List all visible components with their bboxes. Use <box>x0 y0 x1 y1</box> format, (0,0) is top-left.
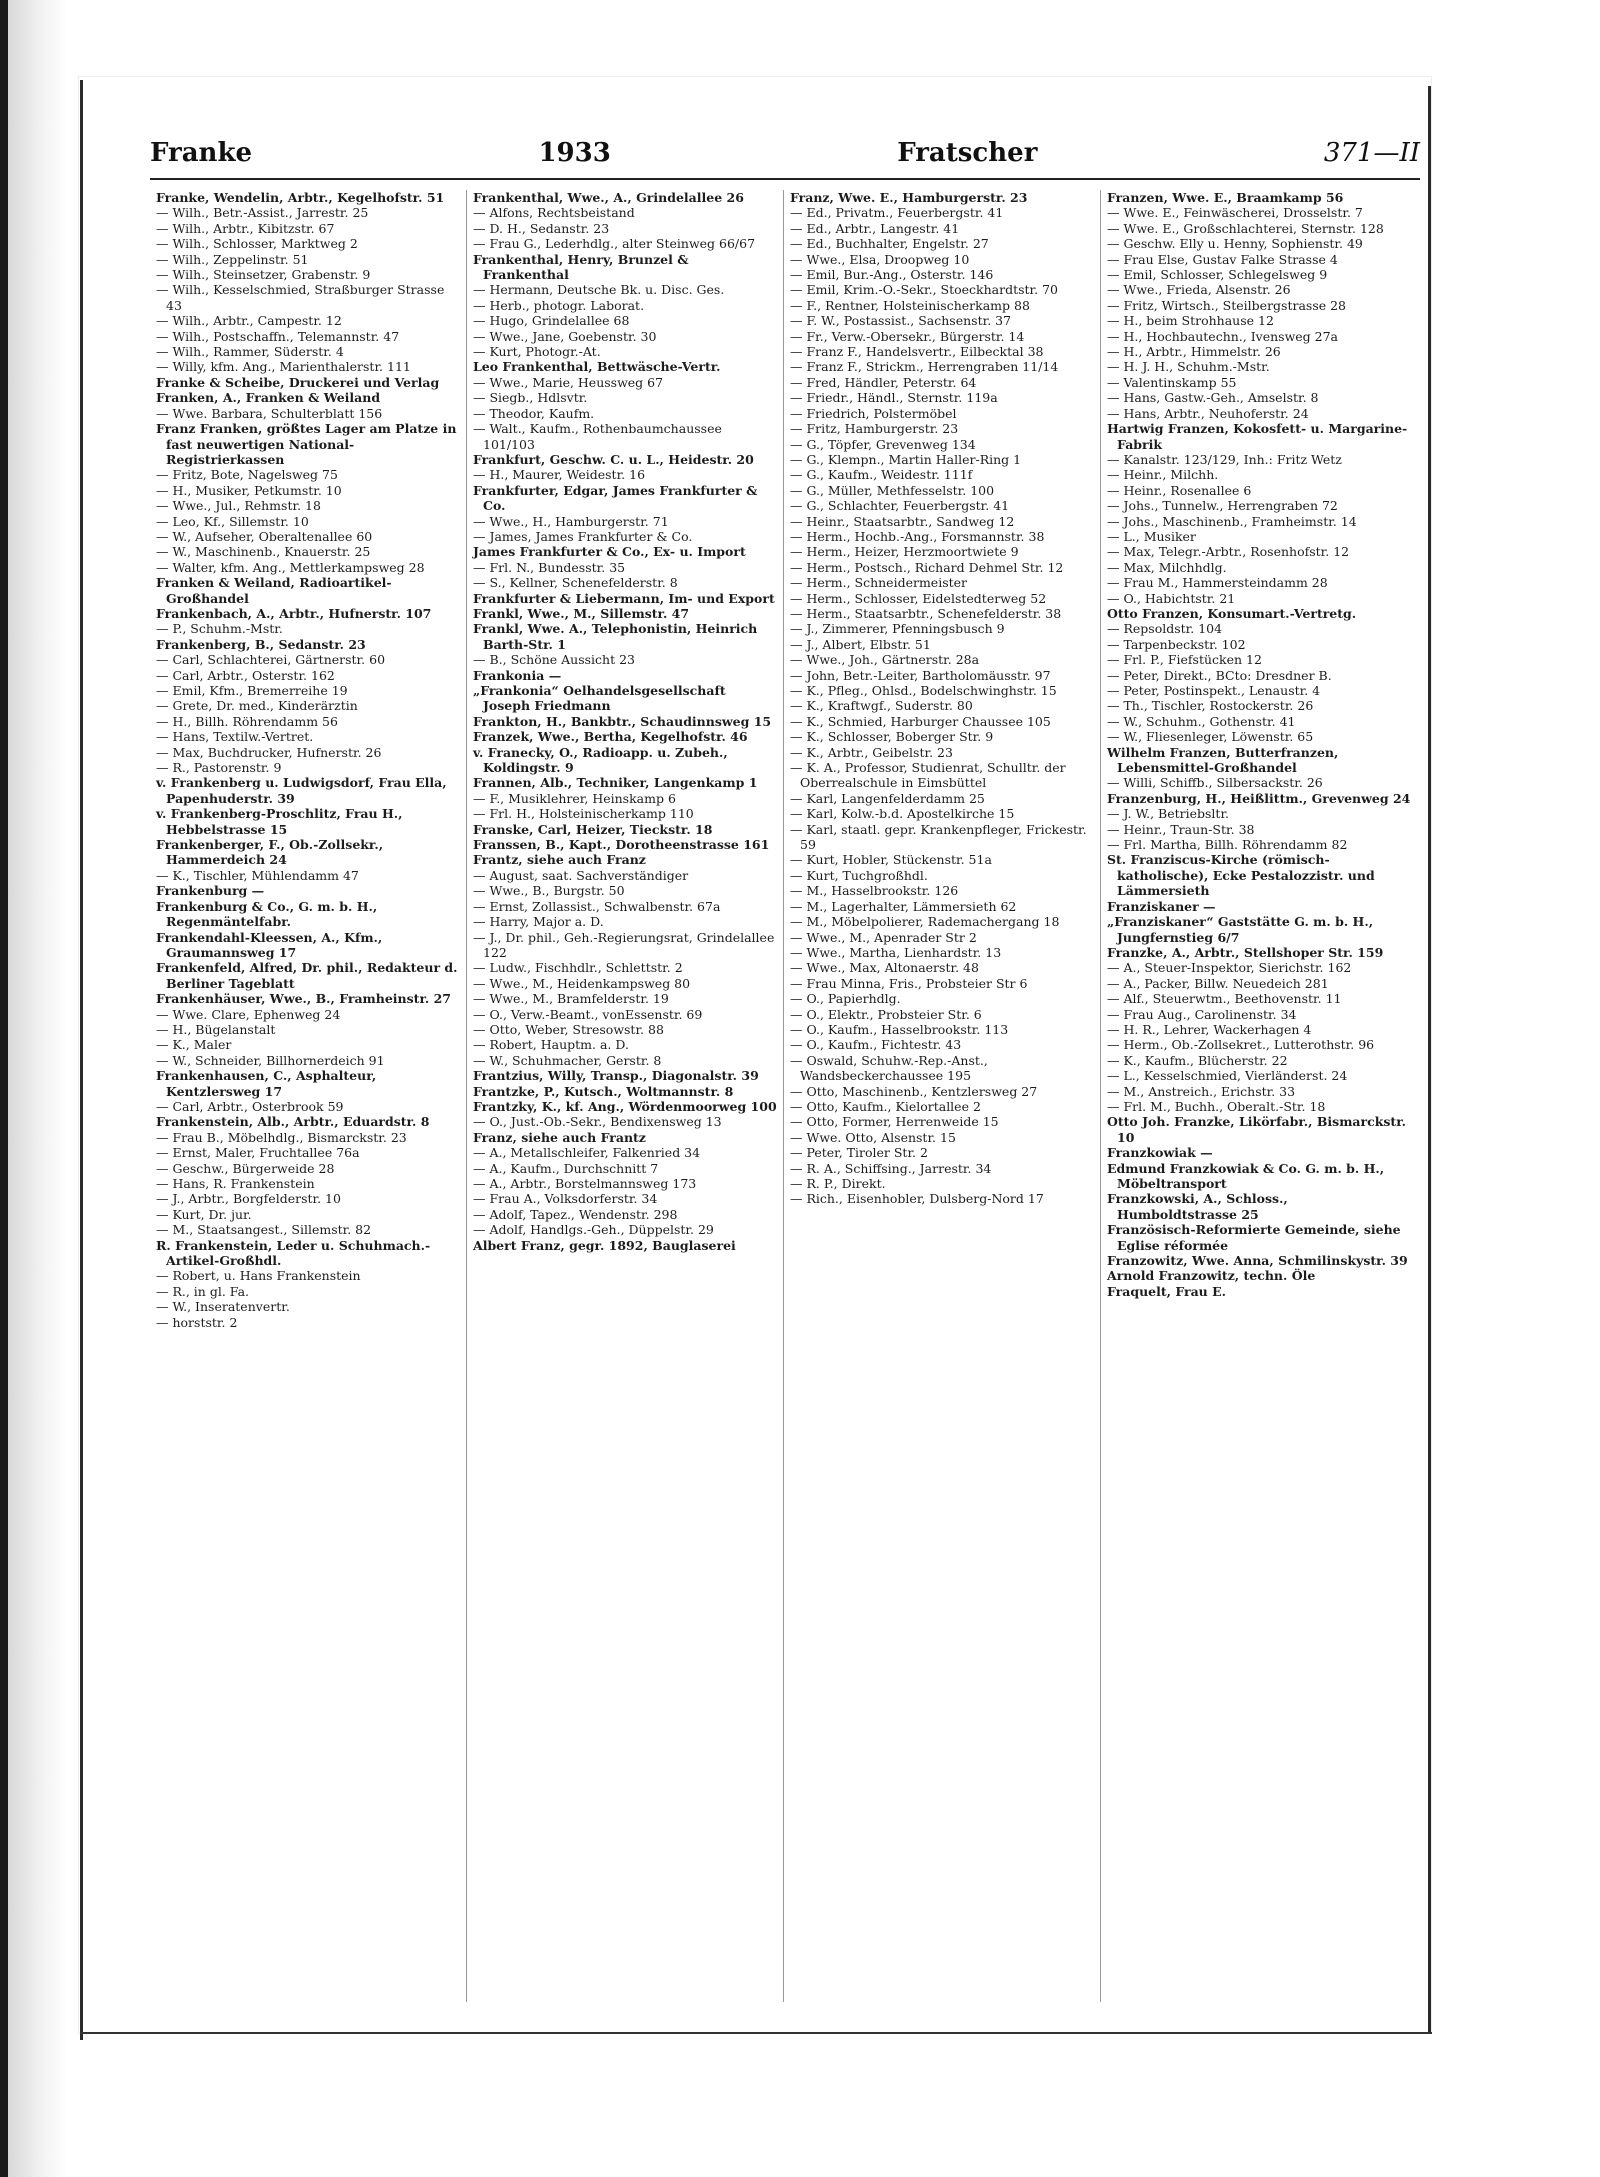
directory-entry: — Robert, Hauptm. a. D. <box>473 1037 629 1053</box>
directory-entry: — G., Müller, Methfesselstr. 100 <box>790 482 995 498</box>
directory-entry: — Peter, Tiroler Str. 2 <box>790 1145 928 1161</box>
directory-entry: — Carl, Arbtr., Osterstr. 162 <box>156 667 335 683</box>
directory-entry: — L., Musiker <box>1107 528 1196 544</box>
directory-entry: — J., Zimmerer, Pfenningsbusch 9 <box>790 621 1005 637</box>
scan-margin-shadow <box>8 0 68 2177</box>
directory-entry: — G., Schlachter, Feuerbergstr. 41 <box>790 498 1010 514</box>
directory-entry: — B., Schöne Aussicht 23 <box>473 652 635 668</box>
directory-entry: Franzen, Wwe. E., Braamkamp 56 <box>1107 190 1344 205</box>
directory-entry: — O., Habichtstr. 21 <box>1107 590 1236 606</box>
column-1-entries <box>156 190 460 1330</box>
directory-entry: Franzowitz, Wwe. Anna, Schmilinskystr. 39 <box>1107 1253 1408 1269</box>
directory-entry: — H., beim Strohhause 12 <box>1107 313 1274 329</box>
directory-entry: — Ed., Buchhalter, Engelstr. 27 <box>790 236 989 252</box>
directory-entry: — J. W., Betriebsltr. <box>1107 806 1230 822</box>
directory-entry: — A., Packer, Billw. Neuedeich 281 <box>1107 975 1329 991</box>
directory-entry: — O., Kaufm., Fichtestr. 43 <box>790 1037 962 1053</box>
directory-entry: — John, Betr.-Leiter, Bartholomäusstr. 97 <box>790 667 1051 683</box>
directory-entry: — H., Bügelanstalt <box>156 1021 276 1037</box>
directory-entry: — Hans, Arbtr., Neuhoferstr. 24 <box>1107 405 1309 421</box>
directory-entry: — Wilh., Kesselschmied, Straßburger Strasse 43 <box>156 282 445 313</box>
directory-entry: — K., Schlosser, Boberger Str. 9 <box>790 729 994 745</box>
directory-entry: Frankenhäuser, Wwe., B., Framheinstr. 27 <box>156 991 451 1007</box>
directory-entry: — Franz F., Strickm., Herrengraben 11/14 <box>790 359 1059 375</box>
directory-entry: — Hans, Gastw.-Geh., Amselstr. 8 <box>1107 390 1319 406</box>
directory-entry: — Leo, Kf., Sillemstr. 10 <box>156 513 309 529</box>
directory-entry: — H. R., Lehrer, Wackerhagen 4 <box>1107 1021 1312 1037</box>
directory-entry: — Emil, Bur.-Ang., Osterstr. 146 <box>790 267 994 283</box>
header-right-title: Fratscher <box>897 138 1038 168</box>
directory-entry: Frankonia — <box>473 667 562 683</box>
directory-entry: — H., Hochbautechn., Ivensweg 27a <box>1107 328 1339 344</box>
directory-entry: Franken & Weiland, Radioartikel-Großhandel <box>156 575 392 606</box>
directory-entry: — Wwe., Jane, Goebenstr. 30 <box>473 328 657 344</box>
directory-entry: — Ludw., Fischhdlr., Schlettstr. 2 <box>473 960 683 976</box>
directory-entry: — Grete, Dr. med., Kinderärztin <box>156 698 358 714</box>
directory-entry: — Peter, Direkt., BCto: Dresdner B. <box>1107 667 1332 683</box>
directory-entry: — Wwe., Jul., Rehmstr. 18 <box>156 498 321 514</box>
directory-entry: — Johs., Tunnelw., Herrengraben 72 <box>1107 498 1338 514</box>
directory-entry: — M., Möbelpolierer, Rademachergang 18 <box>790 914 1060 930</box>
directory-entry: — Wwe., Elsa, Droopweg 10 <box>790 251 970 267</box>
directory-entry: — R. P., Direkt. <box>790 1176 886 1191</box>
directory-entry: Franzkowski, A., Schloss., Humboldtstrasse 25 <box>1107 1191 1288 1222</box>
directory-entry: — Wwe., M., Heidenkampsweg 80 <box>473 975 691 991</box>
directory-entry: — Frau Minna, Fris., Probsteier Str 6 <box>790 975 1028 991</box>
directory-entry: — Herm., Schlosser, Eidelstedterweg 52 <box>790 590 1047 606</box>
directory-entry: — Geschw., Bürgerweide 28 <box>156 1160 335 1176</box>
directory-entry: — W., Aufseher, Oberaltenallee 60 <box>156 528 373 544</box>
directory-entry: James Frankfurter & Co., Ex- u. Import <box>473 544 746 560</box>
directory-entry: — Fr., Verw.-Obersekr., Bürgerstr. 14 <box>790 328 1025 344</box>
directory-entry: — Fritz, Hamburgerstr. 23 <box>790 421 959 437</box>
directory-entry: — Wwe., H., Hamburgerstr. 71 <box>473 513 669 529</box>
directory-entry: — A., Metallschleifer, Falkenried 34 <box>473 1145 701 1161</box>
directory-entry: — S., Kellner, Schenefelderstr. 8 <box>473 575 678 591</box>
directory-entry: — R. A., Schiffsing., Jarrestr. 34 <box>790 1160 992 1176</box>
directory-entry: — Frau Else, Gustav Falke Strasse 4 <box>1107 251 1338 267</box>
directory-entry: Frannen, Alb., Techniker, Langenkamp 1 <box>473 775 758 791</box>
directory-entry: Frankenburg & Co., G. m. b. H., Regenmäntelfabr. <box>156 898 378 930</box>
directory-entry: Frankl, Wwe. A., Telephonistin, Heinrich Barth-Str. 1 <box>473 621 758 652</box>
directory-entry: Franke & Scheibe, Druckerei und Verlag <box>156 374 440 390</box>
directory-entry: — Kurt, Tuchgroßhdl. <box>790 867 928 883</box>
directory-entry: — K., Kraftwgf., Suderstr. 80 <box>790 698 973 714</box>
directory-entry: Arnold Franzowitz, techn. Öle <box>1107 1268 1316 1284</box>
directory-entry: „Franziskaner“ Gaststätte G. m. b. H., Jungfernstieg 6/7 <box>1107 914 1374 945</box>
directory-entry: — J., Arbtr., Borgfelderstr. 10 <box>156 1191 341 1207</box>
directory-entry: „Frankonia“ Oelhandelsgesellschaft Joseph Friedmann <box>473 683 726 714</box>
directory-entry: — Carl, Schlachterei, Gärtnerstr. 60 <box>156 652 386 668</box>
directory-entry: — Wwe. E., Großschlachterei, Sternstr. 128 <box>1107 220 1384 236</box>
directory-entry: — Alfons, Rechtsbeistand <box>473 205 635 221</box>
directory-entry: — Herm., Schneidermeister <box>790 575 968 591</box>
directory-entry: — Ed., Arbtr., Langestr. 41 <box>790 220 960 236</box>
directory-entry: — Franz F., Handelsvertr., Eilbecktal 38 <box>790 344 1044 360</box>
directory-entry: — K., Kaufm., Blücherstr. 22 <box>1107 1052 1288 1068</box>
directory-entry: — Ernst, Maler, Fruchtallee 76a <box>156 1145 360 1161</box>
directory-entry: — Frau M., Hammersteindamm 28 <box>1107 575 1328 591</box>
directory-entry: — Ed., Privatm., Feuerbergstr. 41 <box>790 205 1004 221</box>
column-3 <box>784 190 1101 2002</box>
directory-entry: — Geschw. Elly u. Henny, Sophienstr. 49 <box>1107 236 1363 252</box>
directory-entry: Otto Joh. Franzke, Likörfabr., Bismarckstr. 10 <box>1107 1114 1406 1145</box>
directory-entry: Fraquelt, Frau E. <box>1107 1283 1227 1299</box>
directory-entry: — Wilh., Arbtr., Campestr. 12 <box>156 313 342 329</box>
directory-entry: Frankenburg — <box>156 883 265 899</box>
header-rule <box>150 178 1420 180</box>
directory-entry: — Wwe. E., Feinwäscherei, Drosselstr. 7 <box>1107 205 1363 221</box>
directory-entry: — Heinr., Staatsarbtr., Sandweg 12 <box>790 513 1015 529</box>
directory-entry: Franz, siehe auch Frantz <box>473 1129 646 1145</box>
directory-entry: Franziskaner — <box>1107 898 1216 914</box>
directory-entry: Frankenthal, Henry, Brunzel & Frankenthal <box>473 251 689 283</box>
directory-entry: v. Frankenberg u. Ludwigsdorf, Frau Ella, Papenhuderstr. 39 <box>156 775 447 806</box>
directory-entry: Albert Franz, gegr. 1892, Bauglaserei <box>473 1237 736 1253</box>
directory-entry: — Robert, u. Hans Frankenstein <box>156 1268 361 1284</box>
directory-entry: — Johs., Maschinenb., Framheimstr. 14 <box>1107 513 1357 529</box>
directory-entry: — R., Pastorenstr. 9 <box>156 760 282 776</box>
directory-entry: — Emil, Krim.-O.-Sekr., Stoeckhardtstr. 70 <box>790 282 1059 298</box>
directory-entry: — Wilh., Steinsetzer, Grabenstr. 9 <box>156 267 371 283</box>
directory-entry: Franz Franken, größtes Lager am Platze in fast neuwertigen National-Registrierkassen <box>156 421 457 467</box>
directory-entry: — Kurt, Dr. jur. <box>156 1206 252 1222</box>
column-1 <box>150 190 467 2002</box>
directory-entry: — Herm., Postsch., Richard Dehmel Str. 12 <box>790 559 1064 575</box>
directory-entry: — Hermann, Deutsche Bk. u. Disc. Ges. <box>473 282 725 298</box>
directory-entry: — G., Töpfer, Grevenweg 134 <box>790 436 976 452</box>
directory-entry: — Herm., Heizer, Herzmoortwiete 9 <box>790 544 1019 560</box>
header-page-number: 371—II <box>1323 138 1420 168</box>
directory-entry: — M., Lagerhalter, Lämmersieth 62 <box>790 898 1017 914</box>
directory-entry: — Wwe., Frieda, Alsenstr. 26 <box>1107 282 1291 298</box>
directory-entry: — J., Dr. phil., Geh.-Regierungsrat, Grindelallee 122 <box>473 929 775 960</box>
directory-entry: — R., in gl. Fa. <box>156 1283 250 1299</box>
directory-entry: — M., Hasselbrookstr. 126 <box>790 883 959 899</box>
directory-entry: Frankenberg, B., Sedanstr. 23 <box>156 636 366 652</box>
directory-entry: — F. W., Postassist., Sachsenstr. 37 <box>790 313 1012 329</box>
directory-entry: Franken, A., Franken & Weiland <box>156 390 381 406</box>
directory-entry: — Wilh., Arbtr., Kibitzstr. 67 <box>156 220 335 236</box>
directory-entry: Frankenberger, F., Ob.-Zollsekr., Hammerdeich 24 <box>156 837 384 868</box>
directory-entry: Frankenfeld, Alfred, Dr. phil., Redakteur d. Berliner Tageblatt <box>156 960 458 991</box>
directory-entry: — Otto, Weber, Stresowstr. 88 <box>473 1021 664 1037</box>
directory-entry: — Wwe., M., Apenrader Str 2 <box>790 929 977 945</box>
directory-entry: — Oswald, Schuhw.-Rep.-Anst., Wandsbeckerchaussee 195 <box>790 1052 988 1084</box>
column-4-entries <box>1107 190 1412 1299</box>
directory-entry: — Wwe., B., Burgstr. 50 <box>473 883 625 899</box>
directory-entry: — H., Billh. Röhrendamm 56 <box>156 713 338 729</box>
directory-entry: Leo Frankenthal, Bettwäsche-Vertr. <box>473 359 721 375</box>
directory-entry: — W., Inseratenvertr. <box>156 1299 290 1315</box>
directory-entry: — Hans, Textilw.-Vertret. <box>156 729 314 745</box>
directory-entry: Otto Franzen, Konsumart.-Vertretg. <box>1107 605 1357 621</box>
directory-entry: — Willy, kfm. Ang., Marienthalerstr. 111 <box>156 359 411 375</box>
directory-entry: — P., Schuhm.-Mstr. <box>156 621 283 637</box>
directory-entry: Frankton, H., Bankbtr., Schaudinnsweg 15 <box>473 713 772 729</box>
directory-entry: Wilhelm Franzen, Butterfranzen, Lebensmittel-Großhandel <box>1107 744 1339 776</box>
directory-entry: — Wwe., Marie, Heussweg 67 <box>473 374 664 390</box>
directory-entry: — Wwe., Max, Altonaerstr. 48 <box>790 960 979 976</box>
directory-entry: — Fritz, Bote, Nagelsweg 75 <box>156 467 338 483</box>
scan-margin-strip <box>0 0 8 2177</box>
directory-entry: — Frl. M., Buchh., Oberalt.-Str. 18 <box>1107 1098 1326 1114</box>
directory-entry: — Heinr., Rosenallee 6 <box>1107 482 1252 498</box>
directory-entry: — Emil, Kfm., Bremerreihe 19 <box>156 683 348 698</box>
directory-entry: — Karl, staatl. gepr. Krankenpfleger, Frickestr. 59 <box>790 821 1087 853</box>
directory-entry: Hartwig Franzen, Kokosfett- u. Margarine-Fabrik <box>1107 421 1408 452</box>
directory-entry: — Otto, Former, Herrenweide 15 <box>790 1114 999 1130</box>
directory-entry: — K. A., Professor, Studienrat, Schulltr. der Oberrealschule in Eimsbüttel <box>790 760 1066 791</box>
directory-entry: — Frau B., Möbelhdlg., Bismarckstr. 23 <box>156 1129 407 1145</box>
directory-entry: — M., Staatsangest., Sillemstr. 82 <box>156 1222 372 1238</box>
header-year: 1933 <box>538 138 611 168</box>
directory-entry: — Karl, Langenfelderdamm 25 <box>790 790 985 806</box>
directory-entry: — W., Schuhm., Gothenstr. 41 <box>1107 713 1296 729</box>
directory-entry: — Fritz, Wirtsch., Steilbergstrasse 28 <box>1107 297 1347 313</box>
directory-entry: — Frl. H., Holsteinischerkamp 110 <box>473 806 694 822</box>
directory-entry: — Wwe. Barbara, Schulterblatt 156 <box>156 405 383 421</box>
directory-entry: — Emil, Schlosser, Schlegelsweg 9 <box>1107 267 1328 283</box>
directory-entry: Frankfurter, Edgar, James Frankfurter & Co. <box>473 482 758 514</box>
directory-entry: — Walt., Kaufm., Rothenbaumchaussee 101/103 <box>473 421 722 452</box>
directory-entry: — Wwe., Joh., Gärtnerstr. 28a <box>790 652 980 668</box>
directory-entry: — Ernst, Zollassist., Schwalbenstr. 67a <box>473 898 721 914</box>
directory-entry: Frantzke, P., Kutsch., Woltmannstr. 8 <box>473 1083 734 1099</box>
directory-entry: — Siegb., Hdlsvtr. <box>473 390 588 406</box>
directory-entry: — W., Schuhmacher, Gerstr. 8 <box>473 1052 662 1068</box>
directory-entry: — O., Elektr., Probsteier Str. 6 <box>790 1006 982 1022</box>
directory-entry: Edmund Franzkowiak & Co. G. m. b. H., Möbeltransport <box>1107 1160 1385 1191</box>
directory-entry: — Frl. N., Bundesstr. 35 <box>473 559 626 575</box>
directory-entry: — H., Musiker, Petkumstr. 10 <box>156 482 342 498</box>
column-4 <box>1101 190 1418 2002</box>
directory-entry: — Herm., Staatsarbtr., Schenefelderstr. 38 <box>790 605 1062 621</box>
directory-entry: — Valentinskamp 55 <box>1107 374 1237 390</box>
directory-entry: — D. H., Sedanstr. 23 <box>473 220 610 236</box>
directory-entry: — Max, Buchdrucker, Hufnerstr. 26 <box>156 744 382 760</box>
directory-entry: — L., Kesselschmied, Vierländerst. 24 <box>1107 1068 1348 1084</box>
directory-columns <box>150 190 1420 2002</box>
header-left-title: Franke <box>150 138 253 168</box>
directory-entry: — O., Verw.-Beamt., vonEssenstr. 69 <box>473 1006 703 1022</box>
directory-entry: Frankenhausen, C., Asphalteur, Kentzlersweg 17 <box>156 1068 377 1099</box>
directory-entry: — W., Fliesenleger, Löwenstr. 65 <box>1107 729 1314 745</box>
directory-entry: Frantzky, K., kf. Ang., Wördenmoorweg 100 <box>473 1098 777 1114</box>
page-border-right <box>1428 86 1431 2032</box>
directory-entry: — Friedrich, Polstermöbel <box>790 405 957 421</box>
directory-entry: — Wilh., Rammer, Süderstr. 4 <box>156 344 344 360</box>
directory-entry: Frankenbach, A., Arbtr., Hufnerstr. 107 <box>156 605 432 621</box>
directory-entry: — Heinr., Traun-Str. 38 <box>1107 821 1255 837</box>
directory-entry: — Wwe., Martha, Lienhardstr. 13 <box>790 944 1002 960</box>
directory-entry: — Heinr., Milchh. <box>1107 467 1219 483</box>
directory-entry: Frankl, Wwe., M., Sillemstr. 47 <box>473 605 690 621</box>
page-border-left <box>80 80 83 2040</box>
directory-entry: — H. J. H., Schuhm.-Mstr. <box>1107 359 1270 375</box>
directory-entry: — G., Kaufm., Weidestr. 111f <box>790 467 973 483</box>
directory-entry: — Adolf, Handlgs.-Geh., Düppelstr. 29 <box>473 1222 714 1238</box>
directory-entry: — Kanalstr. 123/129, Inh.: Fritz Wetz <box>1107 451 1342 467</box>
directory-entry: — Frau A., Volksdorferstr. 34 <box>473 1191 658 1207</box>
directory-entry: — G., Klempn., Martin Haller-Ring 1 <box>790 451 1022 467</box>
directory-entry: — H., Maurer, Weidestr. 16 <box>473 467 646 483</box>
directory-entry: — Willi, Schiffb., Silbersackstr. 26 <box>1107 775 1323 791</box>
directory-entry: — Herm., Ob.-Zollsekret., Lutterothstr. 96 <box>1107 1037 1375 1053</box>
directory-entry: — J., Albert, Elbstr. 51 <box>790 636 931 652</box>
directory-entry: — Th., Tischler, Rostockerstr. 26 <box>1107 698 1314 714</box>
directory-entry: — James, James Frankfurter & Co. <box>473 528 693 544</box>
directory-entry: — Theodor, Kaufm. <box>473 405 595 421</box>
column-2 <box>467 190 784 2002</box>
directory-entry: — Kurt, Photogr.-At. <box>473 344 601 360</box>
directory-entry: Frankendahl-Kleessen, A., Kfm., Graumannsweg 17 <box>156 929 383 960</box>
directory-entry: — Otto, Kaufm., Kielortallee 2 <box>790 1098 981 1114</box>
directory-entry: St. Franziscus-Kirche (römisch-katholische), Ecke Pestalozzistr. und Lämmersieth <box>1107 852 1375 899</box>
directory-entry: — Max, Telegr.-Arbtr., Rosenhofstr. 12 <box>1107 544 1350 560</box>
directory-entry: Frantzius, Willy, Transp., Diagonalstr. 39 <box>473 1068 759 1084</box>
directory-entry: — Frl. Martha, Billh. Röhrendamm 82 <box>1107 837 1348 853</box>
directory-entry: — Wilh., Betr.-Assist., Jarrestr. 25 <box>156 205 369 221</box>
directory-entry: — Wilh., Schlosser, Marktweg 2 <box>156 236 358 252</box>
directory-entry: Franske, Carl, Heizer, Tieckstr. 18 <box>473 821 713 837</box>
directory-entry: Franzke, A., Arbtr., Stellshoper Str. 159 <box>1107 944 1384 960</box>
directory-entry: — Alf., Steuerwtm., Beethovenstr. 11 <box>1107 991 1342 1007</box>
directory-entry: Frankfurter & Liebermann, Im- und Export <box>473 590 775 606</box>
directory-entry: — Harry, Major a. D. <box>473 914 604 930</box>
running-header <box>150 138 1420 172</box>
directory-entry: — Karl, Kolw.-b.d. Apostelkirche 15 <box>790 806 1015 822</box>
directory-entry: — Wwe. Clare, Ephenweg 24 <box>156 1006 341 1022</box>
column-3-entries <box>790 190 1094 1207</box>
directory-entry: — horststr. 2 <box>156 1314 238 1330</box>
directory-entry: Franz, Wwe. E., Hamburgerstr. 23 <box>790 190 1028 205</box>
directory-entry: — Wilh., Zeppelinstr. 51 <box>156 251 309 267</box>
page-border-bottom <box>80 2032 1432 2034</box>
directory-entry: — Walter, kfm. Ang., Mettlerkampsweg 28 <box>156 559 425 575</box>
directory-entry: Frankfurt, Geschw. C. u. L., Heidestr. 20 <box>473 451 754 467</box>
directory-entry: — Kurt, Hobler, Stückenstr. 51a <box>790 852 992 868</box>
directory-entry: — K., Pfleg., Ohlsd., Bodelschwinghstr. 15 <box>790 683 1057 698</box>
directory-entry: — K., Maler <box>156 1037 232 1053</box>
directory-entry: — Frl. P., Fiefstücken 12 <box>1107 652 1262 668</box>
directory-entry: — Fred, Händler, Peterstr. 64 <box>790 374 977 390</box>
directory-entry: — Wilh., Postschaffn., Telemannstr. 47 <box>156 328 400 344</box>
directory-entry: — M., Anstreich., Erichstr. 33 <box>1107 1083 1296 1099</box>
directory-entry: Franssen, B., Kapt., Dorotheenstrasse 161 <box>473 837 770 853</box>
directory-entry: — Rich., Eisenhobler, Dulsberg-Nord 17 <box>790 1191 1044 1207</box>
directory-entry: — K., Arbtr., Geibelstr. 23 <box>790 744 953 760</box>
directory-entry: Franke, Wendelin, Arbtr., Kegelhofstr. 51 <box>156 190 445 205</box>
column-2-entries <box>473 190 777 1253</box>
directory-entry: — Peter, Postinspekt., Lenaustr. 4 <box>1107 683 1321 698</box>
directory-entry: — K., Tischler, Mühlendamm 47 <box>156 867 359 883</box>
directory-entry: — August, saat. Sachverständiger <box>473 867 689 883</box>
directory-entry: — H., Arbtr., Himmelstr. 26 <box>1107 344 1281 360</box>
directory-entry: — Tarpenbeckstr. 102 <box>1107 636 1246 652</box>
directory-entry: — F., Rentner, Holsteinischerkamp 88 <box>790 297 1030 313</box>
directory-entry: Frankenstein, Alb., Arbtr., Eduardstr. 8 <box>156 1114 430 1130</box>
directory-entry: — O., Kaufm., Hasselbrookstr. 113 <box>790 1021 1009 1037</box>
directory-entry: Franzenburg, H., Heißlittm., Grevenweg 24 <box>1107 790 1411 806</box>
directory-entry: Frantz, siehe auch Franz <box>473 852 646 868</box>
directory-entry: — Friedr., Händl., Sternstr. 119a <box>790 390 998 406</box>
directory-entry: — Herm., Hochb.-Ang., Forsmannstr. 38 <box>790 528 1045 544</box>
directory-entry: — A., Steuer-Inspektor, Sierichstr. 162 <box>1107 960 1352 976</box>
directory-entry: — W., Maschinenb., Knauerstr. 25 <box>156 544 371 560</box>
directory-entry: — O., Just.-Ob.-Sekr., Bendixensweg 13 <box>473 1114 722 1130</box>
directory-entry: — Frau Aug., Carolinenstr. 34 <box>1107 1006 1297 1022</box>
directory-entry: — W., Schneider, Billhornerdeich 91 <box>156 1052 385 1068</box>
directory-entry: — A., Arbtr., Borstelmannsweg 173 <box>473 1176 697 1191</box>
directory-entry: Französisch-Reformierte Gemeinde, siehe Eglise réformée <box>1107 1222 1401 1253</box>
directory-entry: — Otto, Maschinenb., Kentzlersweg 27 <box>790 1083 1038 1099</box>
directory-entry: — K., Schmied, Harburger Chaussee 105 <box>790 713 1051 729</box>
directory-entry: — O., Papierhdlg. <box>790 991 901 1007</box>
directory-entry: — Carl, Arbtr., Osterbrook 59 <box>156 1098 344 1114</box>
directory-entry: — F., Musiklehrer, Heinskamp 6 <box>473 790 676 806</box>
directory-entry: — Herb., photogr. Laborat. <box>473 297 645 313</box>
directory-entry: — Hugo, Grindelallee 68 <box>473 313 630 329</box>
directory-entry: — Wwe., M., Bramfelderstr. 19 <box>473 991 669 1007</box>
directory-entry: v. Franecky, O., Radioapp. u. Zubeh., Koldingstr. 9 <box>473 744 728 776</box>
directory-entry: Frankenthal, Wwe., A., Grindelallee 26 <box>473 190 744 205</box>
directory-entry: — Max, Milchhdlg. <box>1107 559 1227 575</box>
directory-entry: — Adolf, Tapez., Wendenstr. 298 <box>473 1206 678 1222</box>
directory-entry: v. Frankenberg-Proschlitz, Frau H., Hebbelstrasse 15 <box>156 806 403 837</box>
directory-entry: Franzkowiak — <box>1107 1145 1213 1161</box>
directory-entry: — Repsoldstr. 104 <box>1107 621 1223 637</box>
directory-entry: — Wwe. Otto, Alsenstr. 15 <box>790 1129 956 1145</box>
directory-entry: Franzek, Wwe., Bertha, Kegelhofstr. 46 <box>473 729 748 745</box>
directory-entry: — Hans, R. Frankenstein <box>156 1176 315 1191</box>
directory-entry: — Frau G., Lederhdlg., alter Steinweg 66/67 <box>473 236 756 252</box>
directory-entry: R. Frankenstein, Leder u. Schuhmach.-Artikel-Großhdl. <box>156 1237 431 1269</box>
directory-entry: — A., Kaufm., Durchschnitt 7 <box>473 1160 659 1176</box>
